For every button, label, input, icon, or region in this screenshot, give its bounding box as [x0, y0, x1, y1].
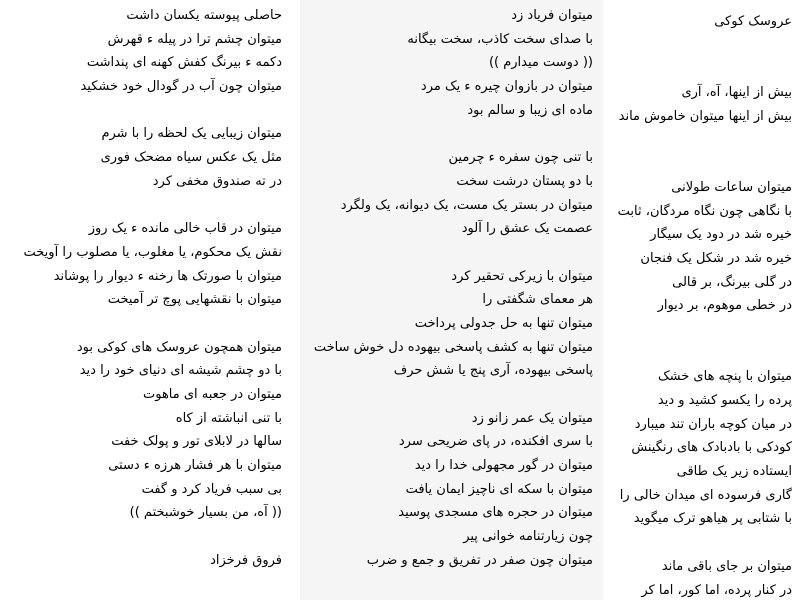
- verse-line: در میان کوچه باران تند میبارد: [603, 413, 792, 437]
- stanza-gap: [603, 531, 792, 555]
- verse-line: میتوان در بستر یک مست، یک دیوانه، یک ولگرد: [300, 194, 593, 218]
- verse-line: با صدای سخت کاذب، سخت بیگانه: [300, 28, 593, 52]
- stanza-gap: [603, 342, 792, 366]
- verse-line: کودکی با بادبادک های رنگینش: [603, 436, 792, 460]
- verse-line: میتوان با هر فشار هرزه ء دستی: [0, 454, 282, 478]
- verse-line: میتوان تنها به حل جدولی پرداخت: [300, 312, 593, 336]
- verse-line: (( دوست میدارم )): [300, 51, 593, 75]
- stanza-gap: [0, 194, 282, 218]
- verse-line: میتوان چون صفر در تفریق و جمع و ضرب: [300, 549, 593, 573]
- stanza-gap: [300, 383, 593, 407]
- verse-line: میتوان چشم ترا در پیله ء قهرش: [0, 28, 282, 52]
- verse-line: در کنار پرده، اما کور، اما کر: [603, 579, 792, 602]
- verse-line: میتوان بر جای باقی ماند: [603, 555, 792, 579]
- verse-line: دکمه ء بیرنگ کفش کهنه ای پنداشت: [0, 51, 282, 75]
- verse-line: میتوان در قاب خالی مانده ء یک روز: [0, 217, 282, 241]
- verse-line: ماده ای زیبا و سالم بود: [300, 99, 593, 123]
- verse-line: (( آه، من بسیار خوشبختم )): [0, 501, 282, 525]
- stanza-gap: [300, 122, 593, 146]
- verse-line: میتوان زیبایی یک لحظه را با شرم: [0, 122, 282, 146]
- verse-line: میتوان در حجره های مسجدی پوسید: [300, 501, 593, 525]
- stanza-gap: [300, 241, 593, 265]
- verse-line: میتوان با صورتک ها رخنه ء دیوار را پوشاند: [0, 265, 282, 289]
- verse-line: با دو پستان درشت سخت: [300, 170, 593, 194]
- verse-line: بیش از اینها میتوان خاموش ماند: [603, 105, 792, 129]
- verse-line: مثل یک عکس سیاه مضحک فوری: [0, 146, 282, 170]
- verse-line: ایستاده زیر یک طاقی: [603, 460, 792, 484]
- verse-line: میتوان با پنچه های خشک: [603, 365, 792, 389]
- verse-line: خیره شد در شکل یک فنجان: [603, 247, 792, 271]
- verse-line: در ته صندوق مخفی کرد: [0, 170, 282, 194]
- verse-line: میتوان فریاد زد: [300, 4, 593, 28]
- verse-line: سالها در لابلای تور و پولک خفت: [0, 430, 282, 454]
- verse-line: با سری افکنده، در پای ضریحی سرد: [300, 430, 593, 454]
- verse-line: میتوان با زیرکی تحقیر کرد: [300, 265, 593, 289]
- verse-line: میتوان یک عمر زانو زد: [300, 407, 593, 431]
- verse-line: با شتابی پر هیاهو ترک میگوید: [603, 507, 792, 531]
- poem-column-middle: [300, 0, 603, 600]
- verse-line: گاری فرسوده ای میدان خالی را: [603, 484, 792, 508]
- verse-line: میتوان ساعات طولانی: [603, 176, 792, 200]
- stanza-gap: [603, 34, 792, 58]
- verse-line: عصمت یک عشق را آلود: [300, 217, 593, 241]
- verse-line: هر معمای شگفتی را: [300, 288, 593, 312]
- verse-line: چون زیارتنامه خوانی پیر: [300, 525, 593, 549]
- verse-line: پرده را یکسو کشید و دید: [603, 389, 792, 413]
- verse-line: حاصلی پیوسته یکسان داشت: [0, 4, 282, 28]
- stanza-gap: [0, 312, 282, 336]
- verse-line: پاسخی بیهوده، آری پنج یا شش حرف: [300, 359, 593, 383]
- poem-column-right: [603, 0, 800, 600]
- verse-line: با دو چشم شیشه ای دنیای خود را دید: [0, 359, 282, 383]
- verse-line: میتوان چون آب در گودال خود خشکید: [0, 75, 282, 99]
- stanza-gap: [603, 152, 792, 176]
- verse-line: با تنی انباشته از کاه: [0, 407, 282, 431]
- verse-line: میتوان با نقشهایی پوچ تر آمیخت: [0, 288, 282, 312]
- verse-line: بی سبب فریاد کرد و گفت: [0, 478, 282, 502]
- verse-line: در گلی بیرنگ، بر قالی: [603, 271, 792, 295]
- verse-line: نقش یک محکوم، یا مغلوب، یا مصلوب را آویخت: [0, 241, 282, 265]
- verse-line: خیره شد در دود یک سیگار: [603, 223, 792, 247]
- stanza-gap: [0, 525, 282, 549]
- verse-line: با تنی چون سفره ء چرمین: [300, 146, 593, 170]
- verse-line: بیش از اینها، آه، آری: [603, 81, 792, 105]
- verse-line: با نگاهی چون نگاه مردگان، ثابت: [603, 200, 792, 224]
- verse-line: میتوان تنها به کشف پاسخی بیهوده دل خوش ساخت: [300, 336, 593, 360]
- verse-line: میتوان در جعبه ای ماهوت: [0, 383, 282, 407]
- verse-line: میتوان همچون عروسک های کوکی بود: [0, 336, 282, 360]
- verse-line: در خطی موهوم، بر دیوار: [603, 294, 792, 318]
- verse-line: میتوان با سکه ای ناچیز ایمان یافت: [300, 478, 593, 502]
- verse-line: میتوان در گور مجهولی خدا را دید: [300, 454, 593, 478]
- poem-author: فروق فرخزاد: [0, 549, 282, 573]
- poem-title: عروسک کوکی: [603, 10, 792, 34]
- poem-column-left: [0, 0, 300, 600]
- stanza-gap: [603, 57, 792, 81]
- stanza-gap: [603, 128, 792, 152]
- verse-line: میتوان در بازوان چیره ء یک مرد: [300, 75, 593, 99]
- stanza-gap: [0, 99, 282, 123]
- stanza-gap: [603, 318, 792, 342]
